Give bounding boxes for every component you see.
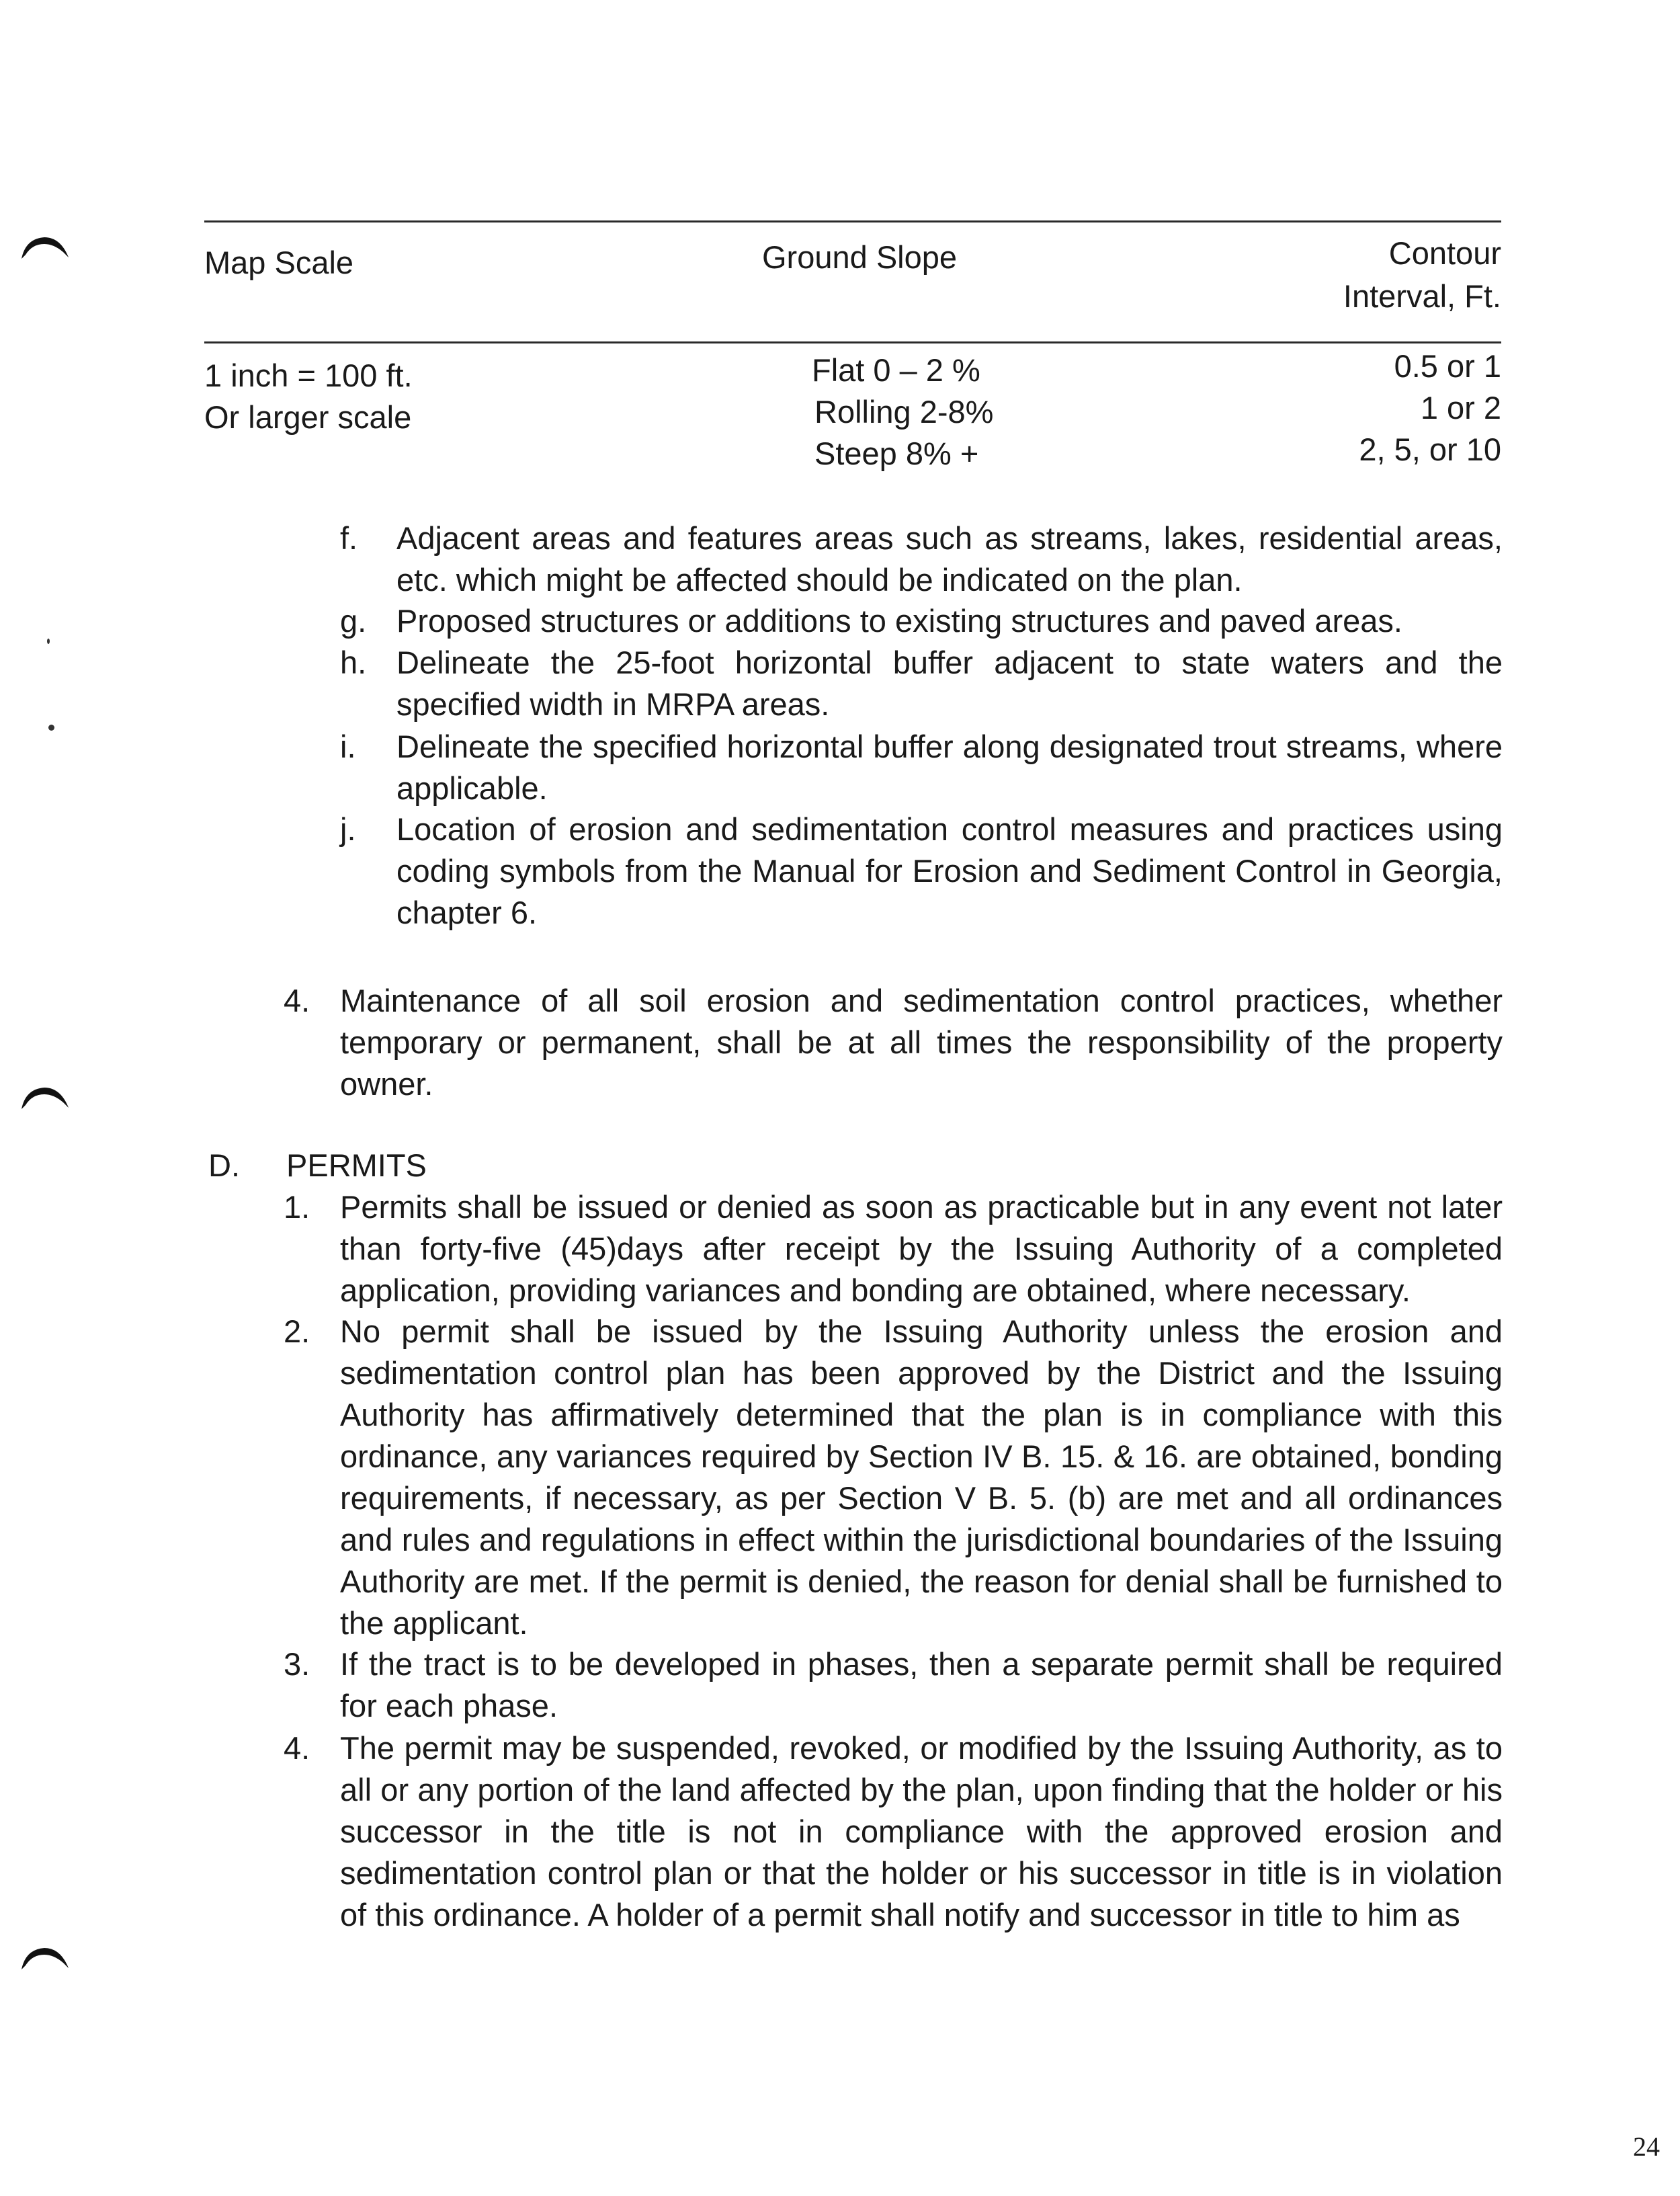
punch-hole-mark xyxy=(19,1943,71,1972)
list-item-text: Maintenance of all soil erosion and sedimentation control practices, whether temporary or permanent, shall be at all times the responsibility of the property owner. xyxy=(340,983,1503,1102)
header-contour: Contour xyxy=(1388,235,1501,271)
scan-speck xyxy=(47,639,50,644)
list-item-text: Proposed structures or additions to existing structures and paved areas. xyxy=(396,603,1402,639)
list-item-text: No permit shall be issued by the Issuing Authority unless the erosion and sedimentation control plan has been approved by the District and the Issuing Authority has affirmatively determined that the plan is in compliance with this ordinance, any variances required by Section IV B. 15. & 16. are obtained, bonding requirements, if necessary, as per Section V B. 5. (b) are met and all ordinances and rules and regulations in effect within the jurisdictional boundaries of the Issuing Authority are met. If the permit is denied, the reason for denial shall be furnished to the applicant. xyxy=(340,1313,1503,1641)
table-cell: Steep 8% + xyxy=(814,436,979,471)
table-cell: 1 or 2 xyxy=(1420,390,1501,425)
table-cell: Flat 0 – 2 % xyxy=(812,352,980,388)
scan-speck xyxy=(48,725,54,731)
list-item-label: g. xyxy=(340,603,367,639)
list-item-text: Delineate the 25-foot horizontal buffer adjacent to state waters and the specified width in MRPA areas. xyxy=(396,645,1503,722)
punch-hole-mark xyxy=(19,1082,71,1112)
header-interval: Interval, Ft. xyxy=(1343,278,1501,314)
table-header xyxy=(204,227,1501,315)
list-item-label: h. xyxy=(340,645,367,680)
list-item-label: 2. xyxy=(284,1313,310,1349)
table-header-rule xyxy=(204,341,1501,343)
table-cell: Rolling 2-8% xyxy=(814,394,994,430)
table-cell: 0.5 or 1 xyxy=(1394,348,1501,384)
list-item-label: 1. xyxy=(284,1189,310,1225)
table-cell: Or larger scale xyxy=(204,399,412,435)
list-item-label: j. xyxy=(340,811,356,847)
list-item-label: 3. xyxy=(284,1646,310,1682)
page-number: 24 xyxy=(1633,2131,1660,2162)
table-top-rule xyxy=(204,220,1501,222)
list-item-label: i. xyxy=(340,729,356,764)
list-item-label: f. xyxy=(340,520,358,556)
punch-hole-mark xyxy=(19,232,71,261)
section-title: PERMITS xyxy=(286,1147,427,1183)
table-cell: 2, 5, or 10 xyxy=(1359,432,1501,467)
list-item-label: 4. xyxy=(284,983,310,1018)
list-item-text: Location of erosion and sedimentation control measures and practices using coding symbols from the Manual for Erosion and Sediment Control in Georgia, chapter 6. xyxy=(396,811,1503,930)
header-map-scale: Map Scale xyxy=(204,245,354,280)
header-ground-slope: Ground Slope xyxy=(762,239,958,275)
list-item-text: Permits shall be issued or denied as soon as practicable but in any event not later than forty-five (45)days after receipt by the Issuing Authority of a completed application, providing variances and bonding are obtained, where necessary. xyxy=(340,1189,1503,1308)
section-label: D. xyxy=(208,1147,240,1183)
list-item-text: Adjacent areas and features areas such as streams, lakes, residential areas, etc. which might be affected should be indicated on the plan. xyxy=(396,520,1503,598)
list-item-text: The permit may be suspended, revoked, or modified by the Issuing Authority, as to all or any portion of the land affected by the plan, upon finding that the holder or his successor in the title is not in compliance with the approved erosion and sedimentation control plan or that the holder or his successor in title is in violation of this ordinance. A holder of a permit shall notify and successor in title to him as xyxy=(340,1730,1503,1933)
list-item-text: Delineate the specified horizontal buffer along designated trout streams, where applicable. xyxy=(396,729,1503,806)
table-cell: 1 inch = 100 ft. xyxy=(204,358,413,393)
list-item-text: If the tract is to be developed in phases, then a separate permit shall be required for each phase. xyxy=(340,1646,1503,1723)
list-item-label: 4. xyxy=(284,1730,310,1766)
